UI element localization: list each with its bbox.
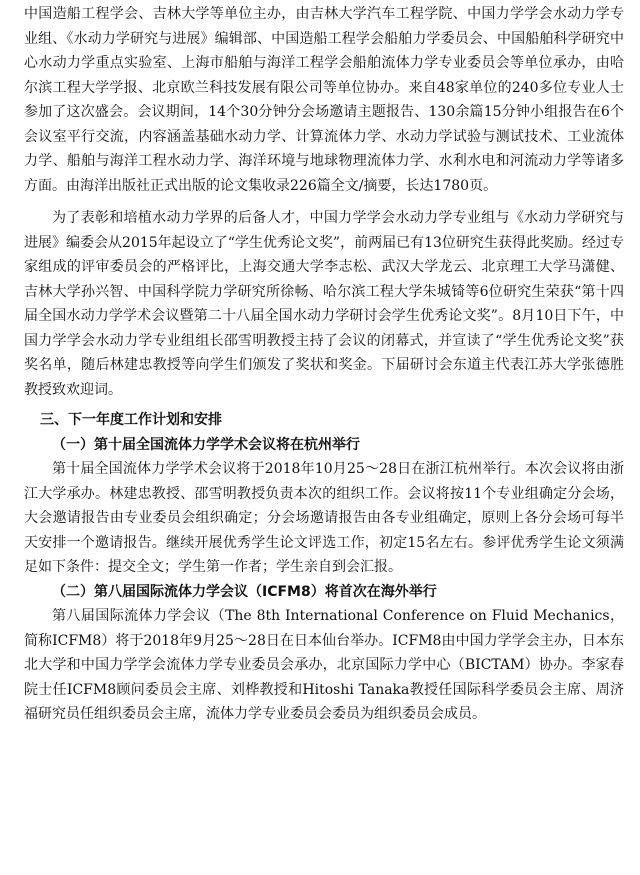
paragraph-student-award: 为了表彰和培植水动力学界的后备人才，中国力学学会水动力学专业组与《水动力学研究与进展》编委会从2015年起设立了“学生优秀论文奖”，前两届已有13位研究生获得此奖励。经过专家组成的评审委员会的严格评比，上海交通大学李志松、武汉大学龙云、北京理工大学马潇健、吉林大学孙兴智、中国科学院力学研究所徐畅、哈尔滨工程大学朱城锜等6位研究生荣获“第十四届全国水动力学学术会议暨第二十八届全国水动力学研讨会学生优秀论文奖”。8月10日下午，中国力学学会水动力学专业组组长邵雪明教授主持了会议的闭幕式，并宣读了“学生优秀论文奖”获奖名单，随后林建忠教授等向学生们颁发了奖状和奖金。下届研讨会东道主代表江苏大学张德胜教授致欢迎词。	[24, 210, 624, 398]
paragraph-hangzhou-conference: 第十届全国流体力学学术会议将于2018年10月25～28日在浙江杭州举行。本次会议将由浙江大学承办。林建忠教授、邵雪明教授负责本次的组织工作。会议将按11个专业组确定分会场，大会邀请报告由专业委员会组织确定；分会场邀请报告由各专业组确定，原则上各分会场可每半天安排一个邀请报告。继续开展优秀学生论文评选工作，初定15名左右。参评优秀学生论文须满足如下条件：提交全文；学生第一作者；学生亲自到会汇报。	[24, 461, 624, 575]
section-heading-next-year-plan: 三、下一年度工作计划和安排	[40, 412, 222, 428]
paragraph-icfm8: 第八届国际流体力学会议（The 8th International Conference on Fluid Mechanics，简称ICFM8）将于2018年9月25～28日在日本仙台举办。ICFM8由中国力学学会主办，日本东北大学和中国力学学会流体力学专业委员会承办，北京国际力学中心（BICTAM）协办。李家春院士任ICFM8顾问委员会主席、刘桦教授和Hitoshi Tanaka教授任国际科学委员会主席、周济福研究员任组织委员会主席，流体力学专业委员会委员为组织委员会成员。	[24, 608, 624, 722]
paragraph-conference-summary: 中国造船工程学会、吉林大学等单位主办，由吉林大学汽车工程学院、中国力学学会水动力学专业组、《水动力学研究与进展》编辑部、中国造船工程学会船舶力学委员会、中国船舶科学研究中心水动力学重点实验室、上海市船舶与海洋工程学会船舶流体力学专业委员会等单位承办，由哈尔滨工程大学学报、北京欧兰科技发展有限公司等单位协办。来自48家单位的240多位专业人士参加了这次盛会。会议期间，14个30分钟分会场邀请主题报告、130余篇15分钟小组报告在6个会议室平行交流，内容涵盖基础水动力学、计算流体力学、水动力学试验与测试技术、工业流体力学、船舶与海洋工程水动力学、海洋环境与地球物理流体力学、水利水电和河流动力学等诸多方面。由海洋出版社正式出版的论文集收录226篇全文/摘要，长达1780页。	[24, 6, 624, 194]
subheading-hangzhou-conference: （一）第十届全国流体力学学术会议将在杭州举行	[52, 436, 360, 453]
subheading-icfm8: （二）第八届国际流体力学会议（ICFM8）将首次在海外举行	[52, 583, 437, 600]
